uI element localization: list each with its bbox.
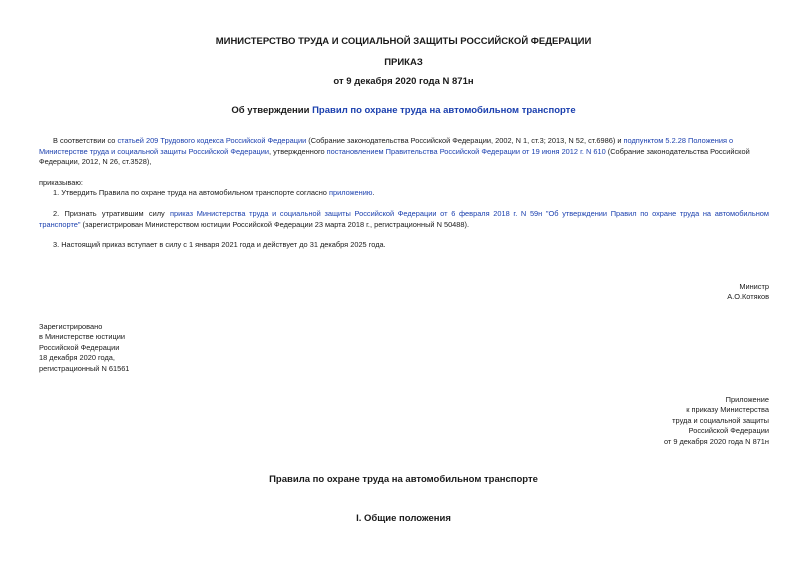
item-3 [39,240,769,251]
order-word: приказываю: [39,178,83,187]
item-1-end: . [372,188,375,197]
registration-line-4: 18 декабря 2020 года, [39,353,115,363]
rules-title-link[interactable]: Правил по охране труда на автомобильном транспорте [312,105,576,116]
rules-title: Правила по охране труда на автомобильном транспорте [269,474,538,485]
government-decree-link[interactable]: постановлением Правительства Российской Федерации от 19 июня 2012 г. N 610 [326,146,606,156]
regulation-link[interactable]: подпунктом 5.2.28 Положения о Министерстве труда и социальной защиты Российской Федерации [39,136,734,156]
registration-line-3: Российской Федерации [39,342,120,352]
appendix-block [664,395,769,447]
appendix-line-2: к приказу Министерства [686,405,769,415]
preamble-text-4: (Собрание законодательства Российской Федерации, 2012, N 26, ст.3528), [39,146,750,166]
signature-block [727,282,769,303]
preamble-text-1: В соответствии со [53,136,118,145]
appendix-line-5: от 9 декабря 2020 года N 871н [663,436,769,446]
preamble-text-3: , утвержденного [269,146,327,156]
preamble-paragraph [39,136,769,168]
registration-block [39,322,129,374]
item-2 [39,209,769,230]
labor-code-link[interactable]: статьей 209 Трудового кодекса Российской Федерации [117,136,307,145]
signature-position: Министр [739,282,769,291]
section-title: I. Общие положения [356,513,451,524]
registration-line-2: в Министерстве юстиции [39,332,126,342]
appendix-line-1: Приложение [725,395,769,404]
ministry-heading: МИНИСТЕРСТВО ТРУДА И СОЦИАЛЬНОЙ ЗАЩИТЫ РОССИЙСКОЙ ФЕДЕРАЦИИ [215,36,592,47]
item-2-text: 2. Признать утратившим силу [53,209,171,218]
document-type: ПРИКАЗ [384,57,423,68]
appendix-link[interactable]: приложению [328,188,373,197]
repealed-order-link[interactable]: приказ Министерства труда и социальной защиты Российской Федерации от 6 февраля 2018 г. N 59н "Об утверждении Правил по охране труда на автомобильном транспорте" [39,209,769,229]
registration-line-5: регистрационный N 61561 [39,363,130,373]
signature-name: А.О.Котяков [727,292,769,302]
document-date: от 9 декабря 2020 года N 871н [333,76,474,87]
item-3-text: 3. Настоящий приказ вступает в силу с 1 января 2021 года и действует до 31 декабря 2025 года. [53,240,386,249]
preamble-text-2: (Собрание законодательства Российской Федерации, 2002, N 1, ст.3; 2013, N 52, ст.6986) и [306,136,624,145]
document-title-prefix: Об утверждении [231,105,313,116]
appendix-line-3: труда и социальной защиты [672,415,769,425]
item-1 [39,188,769,199]
item-2-end: (зарегистрирован Министерством юстиции Российской Федерации 23 марта 2018 г., регистрационный N 50488). [80,219,470,229]
registration-line-1: Зарегистрировано [39,322,103,331]
document-title [0,105,807,116]
item-1-text: 1. Утвердить Правила по охране труда на автомобильном транспорте согласно [53,188,329,197]
appendix-line-4: Российской Федерации [688,426,769,436]
